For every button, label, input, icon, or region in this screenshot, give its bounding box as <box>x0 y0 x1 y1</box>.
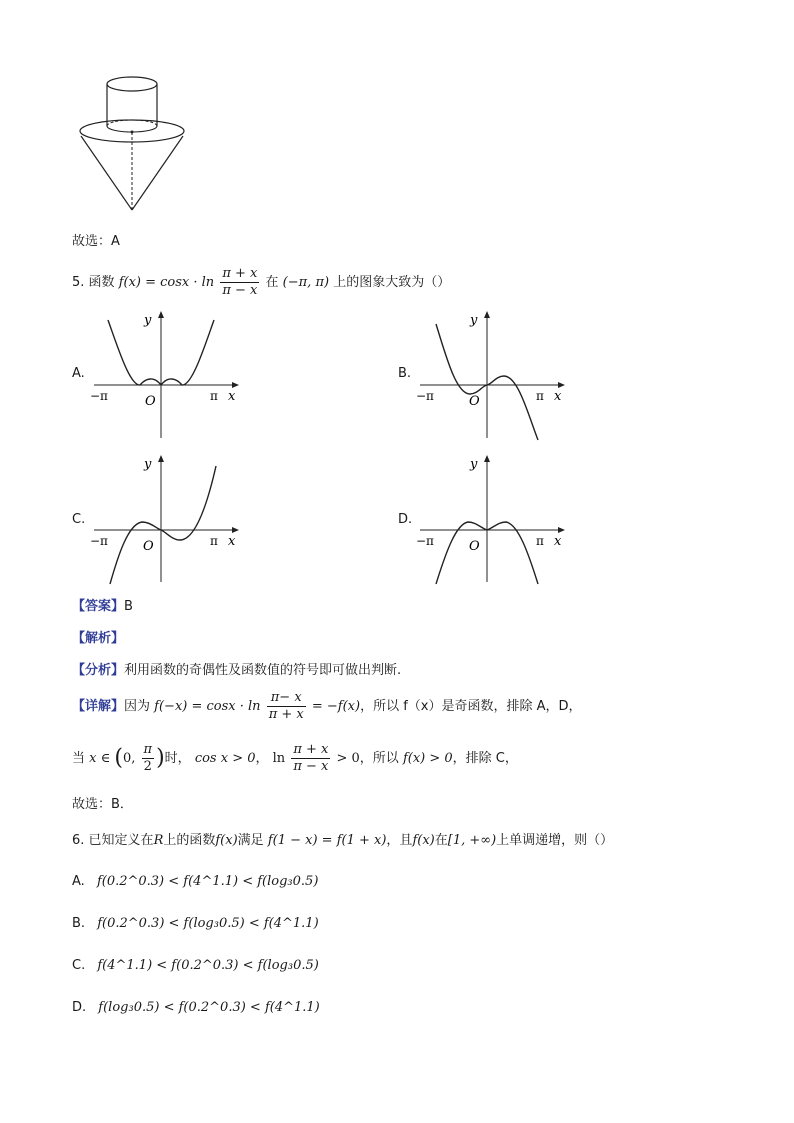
q5-fraction: $\frac{\pi + x}{\pi - x}$ <box>222 266 258 298</box>
q5-conclusion: 故选：B． <box>72 797 133 812</box>
detail-fraction: $\frac{\pi- x}{\pi + x}$ <box>268 690 304 722</box>
q4-conclusion: 故选：A <box>72 234 120 249</box>
q6-option-d: D. f(log₃0.5) < f(0.2^0.3) < f(4^1.1) <box>72 1000 320 1015</box>
y-axis-label: y <box>470 457 478 472</box>
q5-answer: 【答案】B <box>72 599 133 614</box>
q5-option-a-graph <box>88 308 244 444</box>
ln-fraction: $\frac{\pi + x}{\pi - x}$ <box>293 742 329 774</box>
neg-pi-label: −π <box>416 534 434 548</box>
x-axis-label: x <box>228 389 236 404</box>
pi-label: π <box>536 534 544 548</box>
pi-label: π <box>210 389 218 403</box>
q5-detail: 【详解】因为 f(−x) = cosx · ln $\frac{\pi- x}{\pi + x}$ = −f(x)，所以 f（x）是奇函数，排除 A，D， <box>72 690 582 722</box>
q6-stem: 6. 已知定义在R上的函数f(x)满足 f(1 − x) = f(1 + x)，且f(x)在[1, +∞)上单调递增，则（） <box>72 833 614 848</box>
pi-label: π <box>536 389 544 403</box>
x-axis-label: x <box>554 389 562 404</box>
origin-label: O <box>469 539 480 554</box>
x-axis-label: x <box>228 534 236 549</box>
neg-pi-label: −π <box>416 389 434 403</box>
neg-pi-label: −π <box>90 534 108 548</box>
when-fraction: $\frac{\pi}{2}$ <box>143 742 153 774</box>
y-axis-label: y <box>144 457 152 472</box>
q5-option-b-label: B. <box>398 366 412 381</box>
q5-stem: 5. 函数 f(x) = cosx · ln $\frac{\pi + x}{\pi - x}$ 在 (−π, π) 上的图象大致为（） <box>72 266 451 298</box>
origin-label: O <box>143 539 154 554</box>
q5-when-line: 当 x ∈ (0, $\frac{\pi}{2}$ )时， cos x > 0， ln $\frac{\pi + x}{\pi - x}$ > 0，所以 f(x) > 0，排除 C， <box>72 742 518 774</box>
x-axis-label: x <box>554 534 562 549</box>
q5-option-c-graph <box>88 452 244 588</box>
q5-fenxi: 【分析】利用函数的奇偶性及函数值的符号即可做出判断. <box>72 663 402 678</box>
origin-label: O <box>469 394 480 409</box>
q5-option-b-graph <box>414 308 570 444</box>
neg-pi-label: −π <box>90 389 108 403</box>
q5-option-a-label: A. <box>72 366 85 381</box>
q5-analysis-heading: 【解析】 <box>72 631 125 646</box>
q5-number: 5. <box>72 275 85 290</box>
q6-option-a: A. f(0.2^0.3) < f(4^1.1) < f(log₃0.5) <box>72 874 319 889</box>
q6-option-b: B. f(0.2^0.3) < f(log₃0.5) < f(4^1.1) <box>72 916 319 931</box>
q6-option-c: C. f(4^1.1) < f(0.2^0.3) < f(log₃0.5) <box>72 958 319 973</box>
y-axis-label: y <box>144 313 152 328</box>
y-axis-label: y <box>470 313 478 328</box>
q5-option-d-label: D. <box>398 512 413 527</box>
pi-label: π <box>210 534 218 548</box>
origin-label: O <box>145 394 156 409</box>
q5-option-d-graph <box>414 452 570 588</box>
cone-cylinder-figure <box>76 74 188 216</box>
q5-option-c-label: C. <box>72 512 86 527</box>
